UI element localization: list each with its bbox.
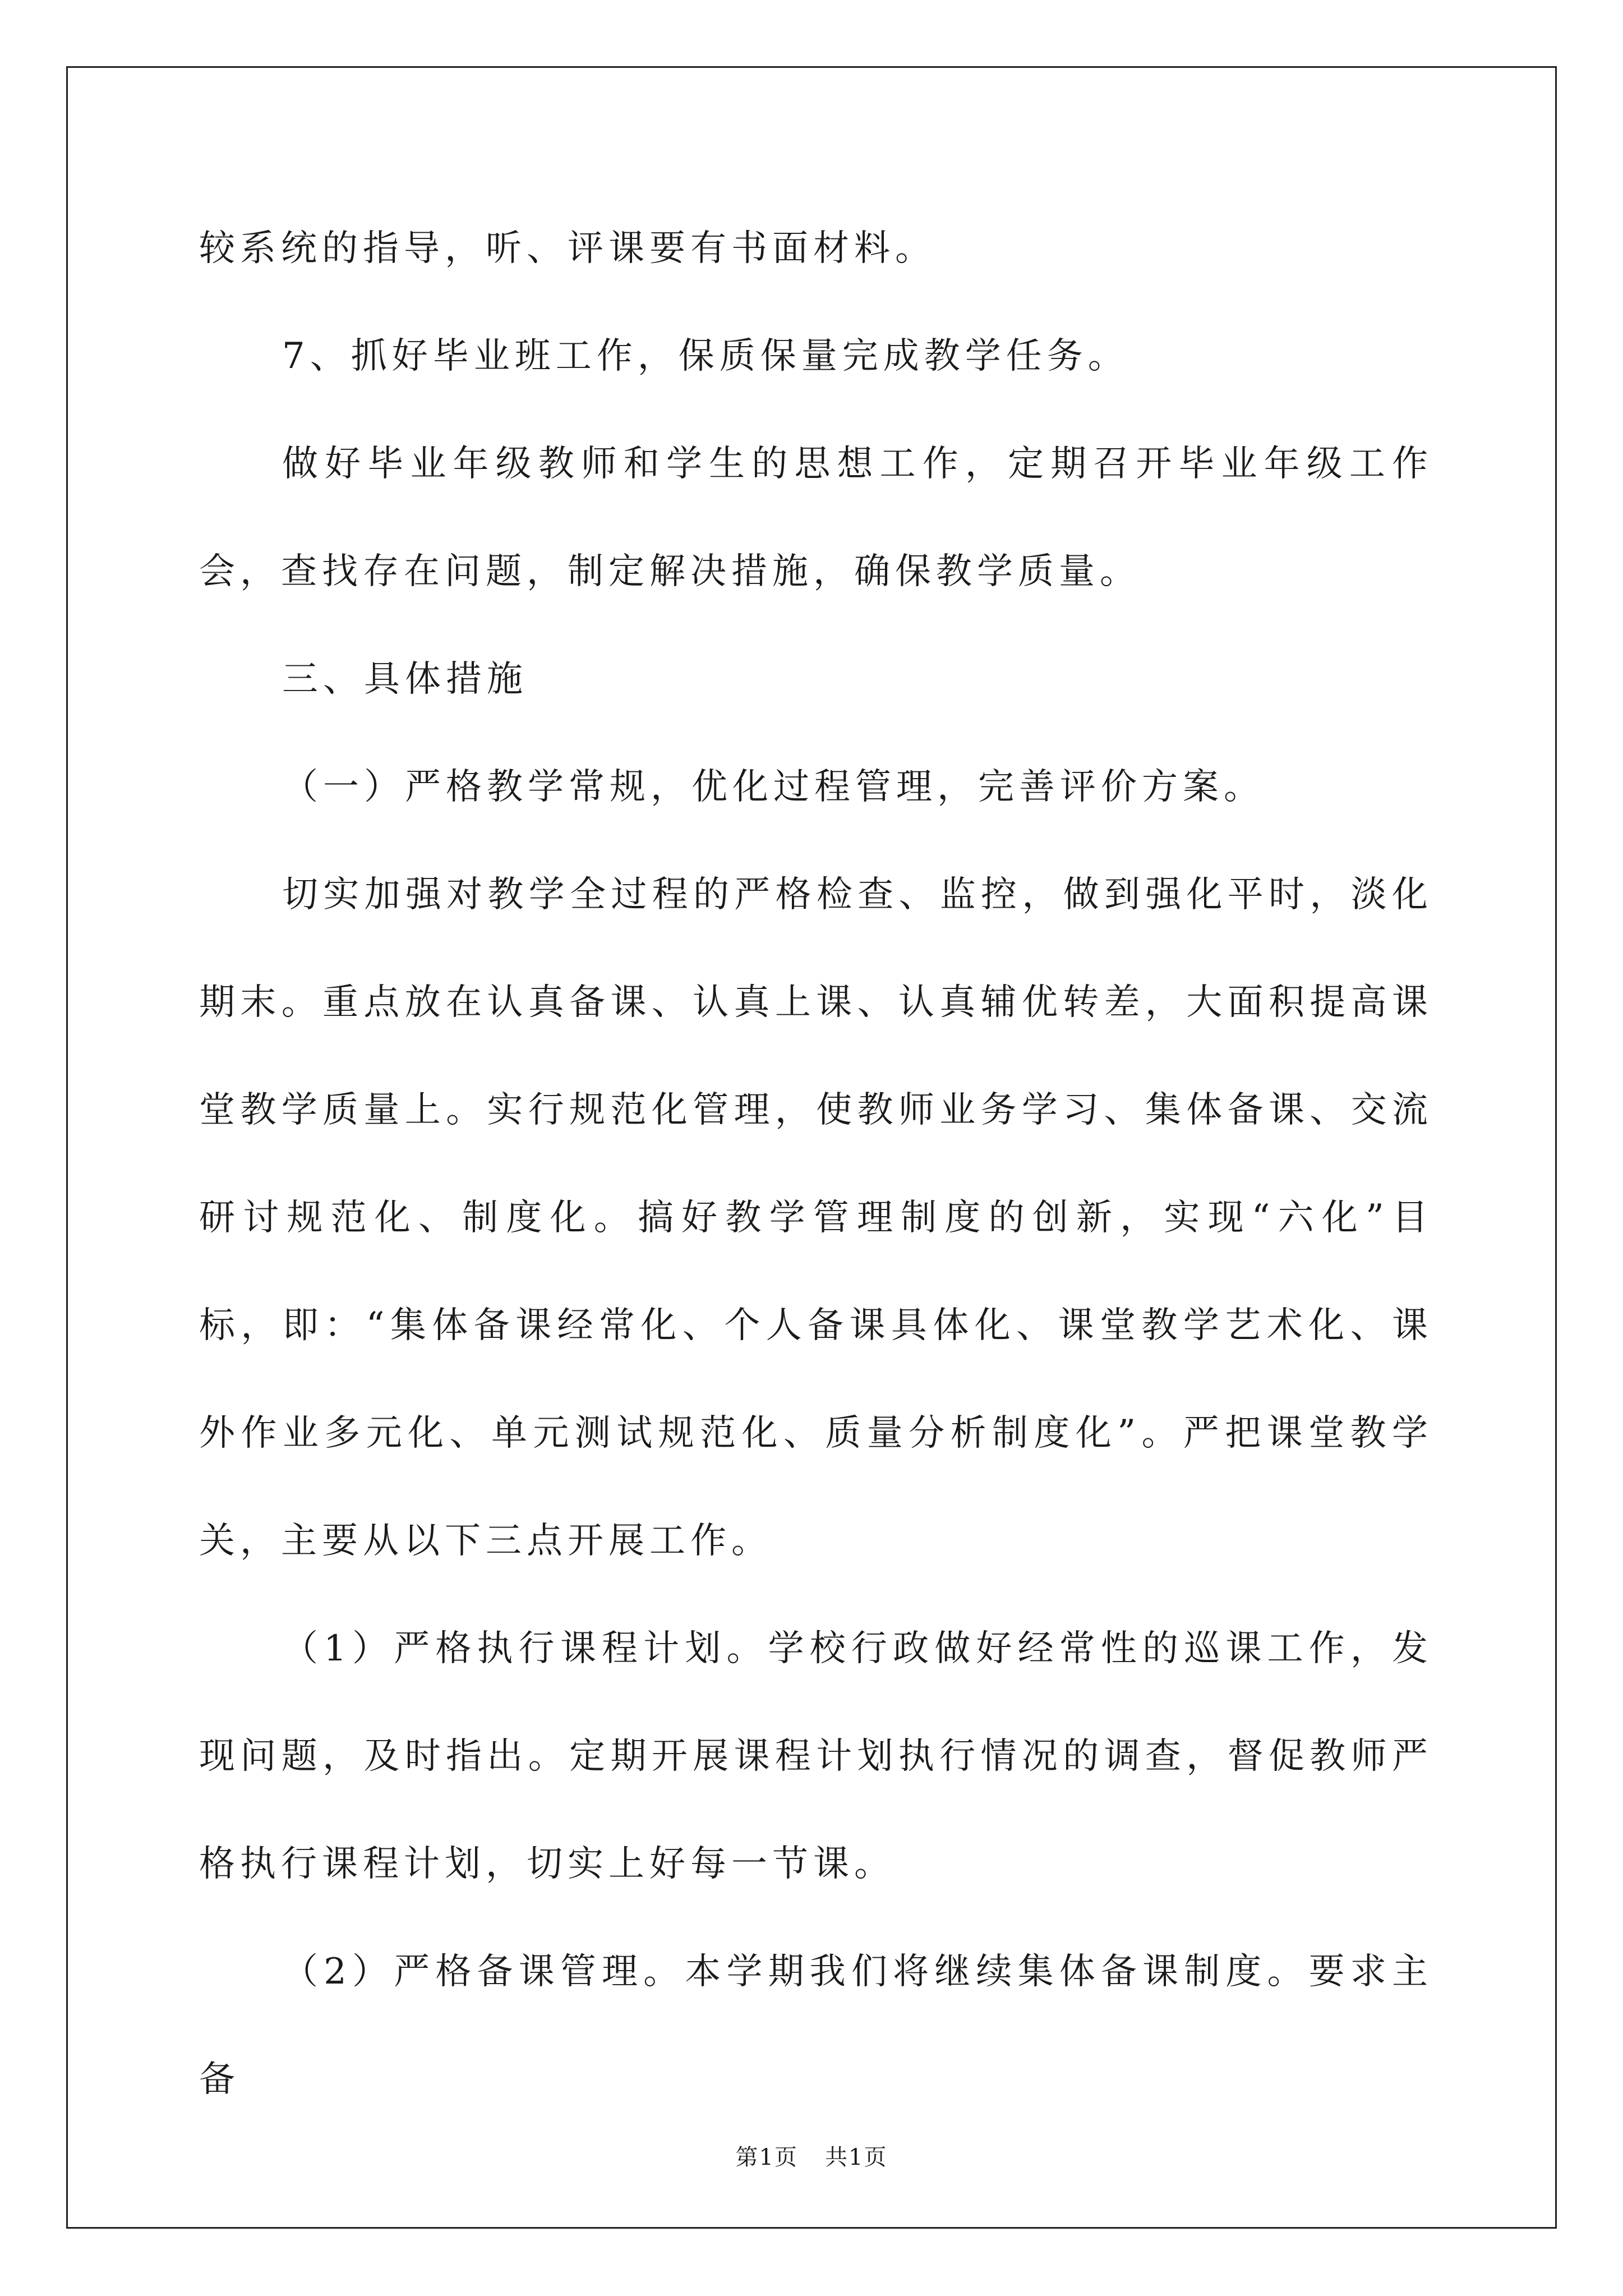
paragraph-graduation-work: 做好毕业年级教师和学生的思想工作，定期召开毕业年级工作会，查找存在问题，制定解决措施，确保教学质量。 — [199, 443, 1433, 592]
page-number: 第1页 — [735, 2145, 798, 2170]
paragraph-item-7: 7、抓好毕业班工作，保质保量完成教学任务。 — [282, 335, 1129, 377]
section-heading-measures: 三、具体措施 — [282, 659, 528, 700]
page-total: 共1页 — [825, 2145, 888, 2170]
paragraph-teaching-process: 切实加强对教学全过程的严格检查、监控，做到强化平时，淡化期末。重点放在认真备课、认真上课、认真辅优转差，大面积提高课堂教学质量上。实行规范化管理，使教师业务学习、集体备课、交流研讨规范化、制度化。搞好教学管理制度的创新，实现“六化”目标，即：“集体备课经常化、个人备课具体化、课堂教学艺术化、课外作业多元化、单元测试规范化、质量分析制度化”。严把课堂教学关，主要从以下三点开展工作。 — [199, 874, 1433, 1562]
page-footer — [0, 2139, 1623, 2171]
document-body — [199, 222, 1433, 2133]
paragraph-curriculum-plan: （1）严格执行课程计划。学校行政做好经常性的巡课工作，发现问题，及时指出。定期开展课程计划执行情况的调查，督促教师严格执行课程计划，切实上好每一节课。 — [199, 1628, 1433, 1885]
paragraph-continued: 较系统的指导，听、评课要有书面材料。 — [199, 228, 936, 269]
subsection-heading-1: （一）严格教学常规，优化过程管理，完善评价方案。 — [282, 766, 1265, 808]
paragraph-lesson-prep: （2）严格备课管理。本学期我们将继续集体备课制度。要求主备 — [199, 1951, 1433, 2100]
